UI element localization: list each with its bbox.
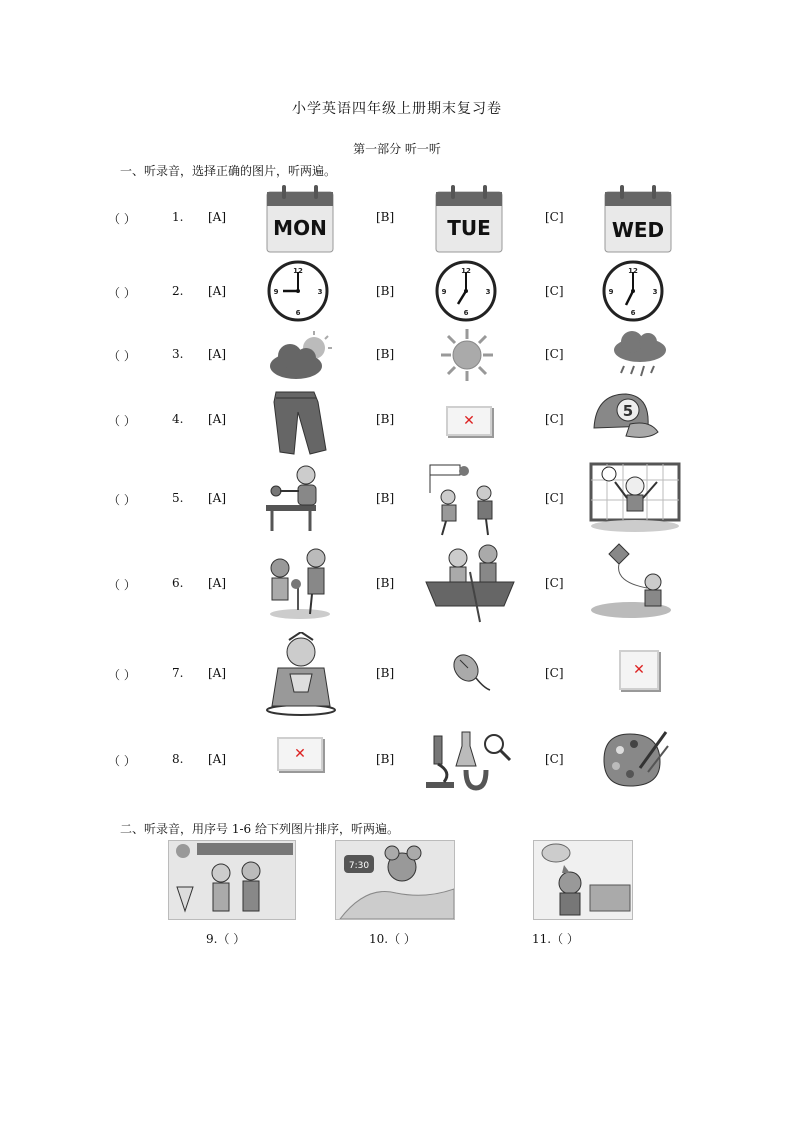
- soccer-goalkeeper-icon: [587, 460, 683, 534]
- section1-instruction: 一、听录音，选择正确的图片，听两遍。: [120, 164, 337, 178]
- question-number: 8.: [172, 752, 184, 766]
- option-a-label: [A]: [208, 412, 227, 426]
- picture-order-answer[interactable]: 11.（ ）: [532, 932, 579, 946]
- svg-text:12: 12: [628, 267, 638, 275]
- svg-text:3: 3: [317, 288, 323, 296]
- question-number: 4.: [172, 412, 184, 426]
- option-a-label: [A]: [208, 347, 227, 361]
- answer-bracket[interactable]: （ ）: [108, 286, 136, 300]
- rowing-boat-icon: [422, 542, 518, 624]
- broken-image-icon: ✕: [446, 406, 492, 436]
- svg-text:9: 9: [608, 288, 614, 296]
- option-b-label: [B]: [376, 666, 395, 680]
- option-a-label: [A]: [208, 576, 227, 590]
- question-number: 7.: [172, 666, 184, 680]
- answer-bracket[interactable]: （ ）: [108, 212, 136, 226]
- calendar-monday-icon: [264, 182, 336, 254]
- svg-text:6: 6: [295, 309, 301, 317]
- cap-icon: [590, 390, 660, 446]
- answer-bracket[interactable]: （ ）: [108, 668, 136, 682]
- option-a-label: [A]: [208, 491, 227, 505]
- answer-bracket[interactable]: （ ）: [108, 754, 136, 768]
- sleeping-mouse-picture: [335, 840, 455, 920]
- option-b-label: [B]: [376, 210, 395, 224]
- picture-order-answer[interactable]: 10.（ ）: [369, 932, 416, 946]
- option-c-label: [C]: [545, 576, 564, 590]
- ping-pong-player-icon: [264, 461, 334, 533]
- part-heading: 第一部分 听一听: [353, 142, 441, 156]
- question-number: 3.: [172, 347, 184, 361]
- option-b-label: [B]: [376, 412, 395, 426]
- option-c-label: [C]: [545, 666, 564, 680]
- question-number: 2.: [172, 284, 184, 298]
- pants-icon: [270, 390, 330, 458]
- option-c-label: [C]: [545, 284, 564, 298]
- svg-text:6: 6: [630, 309, 636, 317]
- picture-order-answer[interactable]: 9.（ ）: [206, 932, 246, 946]
- option-b-label: [B]: [376, 347, 395, 361]
- broken-image-icon: ✕: [277, 737, 323, 771]
- flying-kite-icon: [585, 542, 673, 622]
- fox-at-desk-picture: [533, 840, 633, 920]
- option-c-label: [C]: [545, 752, 564, 766]
- option-c-label: [C]: [545, 210, 564, 224]
- option-b-label: [B]: [376, 752, 395, 766]
- option-b-label: [B]: [376, 284, 395, 298]
- question-number: 5.: [172, 491, 184, 505]
- planting-tree-icon: [264, 544, 336, 620]
- option-c-label: [C]: [545, 347, 564, 361]
- option-a-label: [A]: [208, 666, 227, 680]
- cloudy-icon: [266, 328, 336, 382]
- cap-number: 5: [622, 402, 634, 420]
- computer-mouse-icon: [448, 652, 494, 694]
- alarm-clock-display: 7:30: [348, 861, 370, 871]
- sunny-icon: [440, 328, 494, 382]
- basketball-players-icon: [426, 463, 506, 539]
- ice-cream-shop-picture: [168, 840, 296, 920]
- calendar-day-label: WED: [611, 218, 665, 242]
- calendar-wednesday-icon: [602, 182, 674, 254]
- svg-text:12: 12: [293, 267, 303, 275]
- option-c-label: [C]: [545, 491, 564, 505]
- calendar-tuesday-icon: [433, 182, 505, 254]
- paint-palette-icon: [600, 728, 670, 790]
- option-c-label: [C]: [545, 412, 564, 426]
- clock-nine-icon: [267, 260, 329, 322]
- broken-image-icon: ✕: [619, 650, 659, 690]
- page-title: 小学英语四年级上册期末复习卷: [292, 101, 502, 117]
- svg-text:9: 9: [273, 288, 279, 296]
- clock-seven-icon: [602, 260, 664, 322]
- option-a-label: [A]: [208, 752, 227, 766]
- question-number: 6.: [172, 576, 184, 590]
- question-number: 1.: [172, 210, 184, 224]
- answer-bracket[interactable]: （ ）: [108, 493, 136, 507]
- option-b-label: [B]: [376, 576, 395, 590]
- section2-instruction: 二、听录音，用序号 1-6 给下列图片排序，听两遍。: [120, 822, 399, 836]
- option-a-label: [A]: [208, 284, 227, 298]
- svg-text:3: 3: [652, 288, 658, 296]
- calendar-day-label: MON: [273, 216, 327, 240]
- answer-bracket[interactable]: （ ）: [108, 414, 136, 428]
- svg-text:9: 9: [441, 288, 447, 296]
- option-a-label: [A]: [208, 210, 227, 224]
- svg-text:3: 3: [485, 288, 491, 296]
- option-b-label: [B]: [376, 491, 395, 505]
- answer-bracket[interactable]: （ ）: [108, 578, 136, 592]
- rainy-icon: [608, 328, 668, 382]
- svg-text:6: 6: [463, 309, 469, 317]
- opera-costume-icon: [264, 632, 338, 716]
- science-lab-icon: [422, 726, 514, 792]
- clock-seven-icon: [435, 260, 497, 322]
- calendar-day-label: TUE: [447, 216, 491, 240]
- answer-bracket[interactable]: （ ）: [108, 349, 136, 363]
- svg-text:12: 12: [461, 267, 471, 275]
